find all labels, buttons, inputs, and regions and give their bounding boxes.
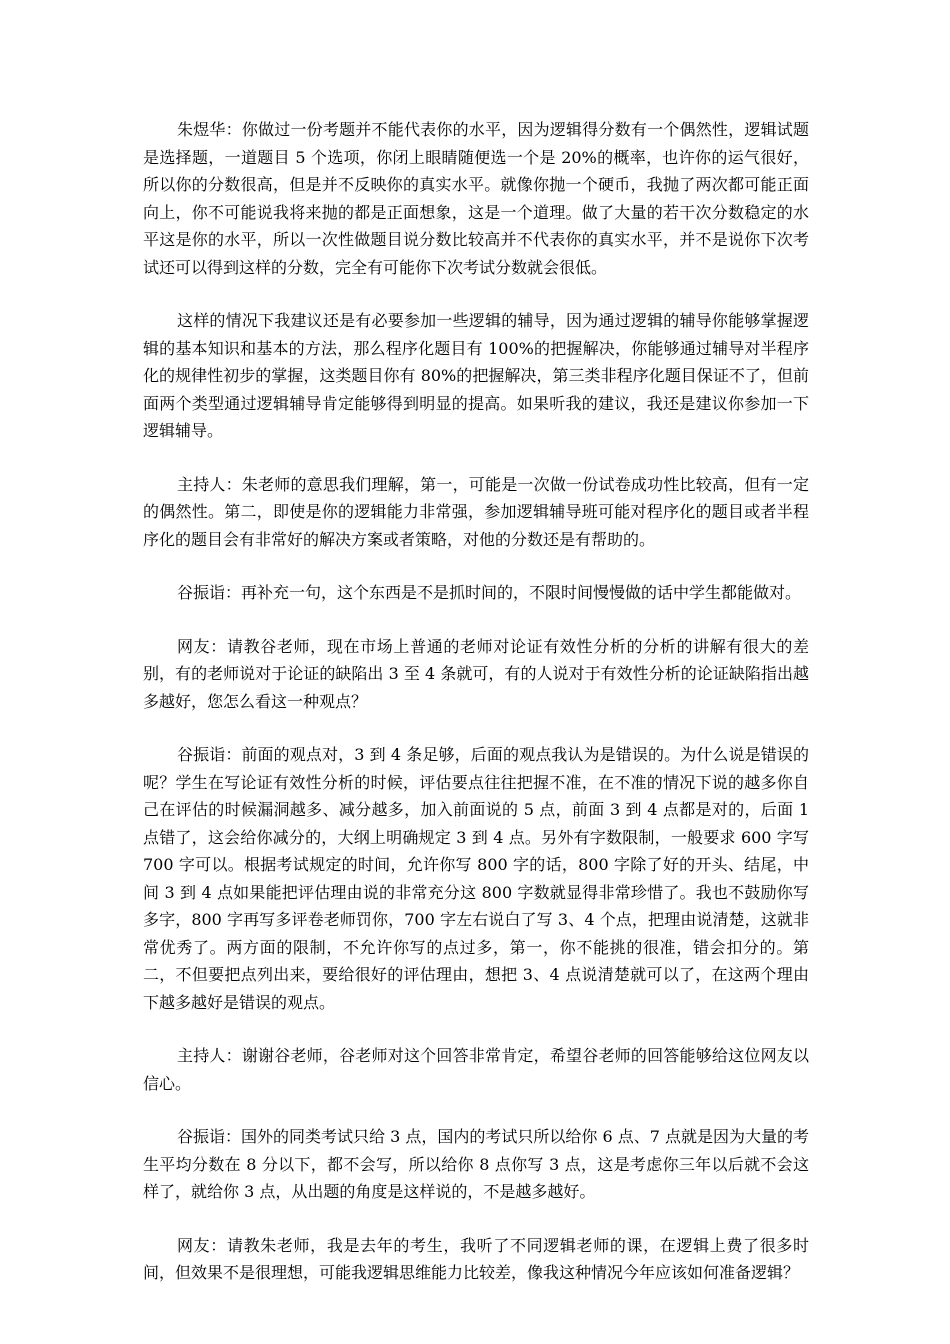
paragraph-host-thanks: 主持人：谢谢谷老师，谷老师对这个回答非常肯定，希望谷老师的回答能够给这位网友以信心。 — [143, 1046, 809, 1093]
document-body — [143, 116, 809, 1313]
paragraph-tutoring-advice: 这样的情况下我建议还是有必要参加一些逻辑的辅导，因为通过逻辑的辅导你能够掌握逻辑的基本知识和基本的方法，那么程序化题目有 100%的把握解决，你能够通过辅导对半程序化的规律性初步的掌握，这类题目你有 80%的把握解决，第三类非程序化题目保证不了，但前面两个类型通过逻辑辅导肯定能够得到明显的提高。如果听我的建议，我还是建议你参加一下逻辑辅导。 — [143, 311, 809, 440]
paragraph-gu-zhenyi-supplement: 谷振诣：再补充一句，这个东西是不是抓时间的，不限时间慢慢做的话中学生都能做对。 — [177, 583, 802, 602]
paragraph-netizen-question-gu: 网友：请教谷老师，现在市场上普通的老师对论证有效性分析的分析的讲解有很大的差别，有的老师说对于论证的缺陷出 3 至 4 条就可，有的人说对于有效性分析的论证缺陷指出越多越好，您怎么看这一种观点？ — [143, 636, 809, 711]
paragraph-zhu-yuhua-answer: 朱煜华：你做过一份考题并不能代表你的水平，因为逻辑得分数有一个偶然性，逻辑试题是选择题，一道题目 5 个选项，你闭上眼睛随便选一个是 20%的概率，也许你的运气很好，所以你的分数很高，但是并不反映你的真实水平。就像你抛一个硬币，我抛了两次都可能正面向上，你不可能说我将来抛的都是正面想象，这是一个道理。做了大量的若干次分数稳定的水平这是你的水平，所以一次性做题目说分数比较高并不代表你的真实水平，并不是说你下次考试还可以得到这样的分数，完全有可能你下次考试分数就会很低。 — [143, 120, 809, 277]
paragraph-gu-zhenyi-foreign-exam: 谷振诣：国外的同类考试只给 3 点，国内的考试只所以给你 6 点、7 点就是因为大量的考生平均分数在 8 分以下，都不会写，所以给你 8 点你写 3 点，这是考虑你三年以后就不会这样了，就给你 3 点，从出题的角度是这样说的，不是越多越好。 — [143, 1127, 809, 1201]
paragraph-gu-zhenyi-answer: 谷振诣：前面的观点对，3 到 4 条足够，后面的观点我认为是错误的。为什么说是错误的呢？学生在写论证有效性分析的时候，评估要点往往把握不准，在不准的情况下说的越多你自己在评估的时候漏洞越多、减分越多，加入前面说的 5 点，前面 3 到 4 点都是对的，后面 1 点错了，这会给你减分的，大纲上明确规定 3 到 4 点。另外有字数限制，一般要求 600 字写 700 字可以。根据考试规定的时间，允许你写 800 字的话，800 字除了好的开头、结尾，中间 3 到 4 点如果能把评估理由说的非常充分这 800 字数就显得非常珍惜了。我也不鼓励你写多字，800 字再写多评卷老师罚你，700 字左右说白了写 3、4 个点，把理由说清楚，这就非常优秀了。两方面的限制，不允许你写的点过多，第一，你不能挑的很准，错会扣分的。第二，不但要把点列出来，要给很好的评估理由，想把 3、4 点说清楚就可以了，在这两个理由下越多越好是错误的观点。 — [143, 745, 809, 1012]
paragraph-netizen-question-zhu: 网友：请教朱老师，我是去年的考生，我听了不同逻辑老师的课，在逻辑上费了很多时间，但效果不是很理想，可能我逻辑思维能力比较差，像我这种情况今年应该如何准备逻辑？ — [143, 1235, 809, 1282]
paragraph-host-summary: 主持人：朱老师的意思我们理解，第一，可能是一次做一份试卷成功性比较高，但有一定的偶然性。第二，即使是你的逻辑能力非常强，参加逻辑辅导班可能对程序化的题目或者半程序化的题目会有非常好的解决方案或者策略，对他的分数还是有帮助的。 — [143, 474, 809, 549]
